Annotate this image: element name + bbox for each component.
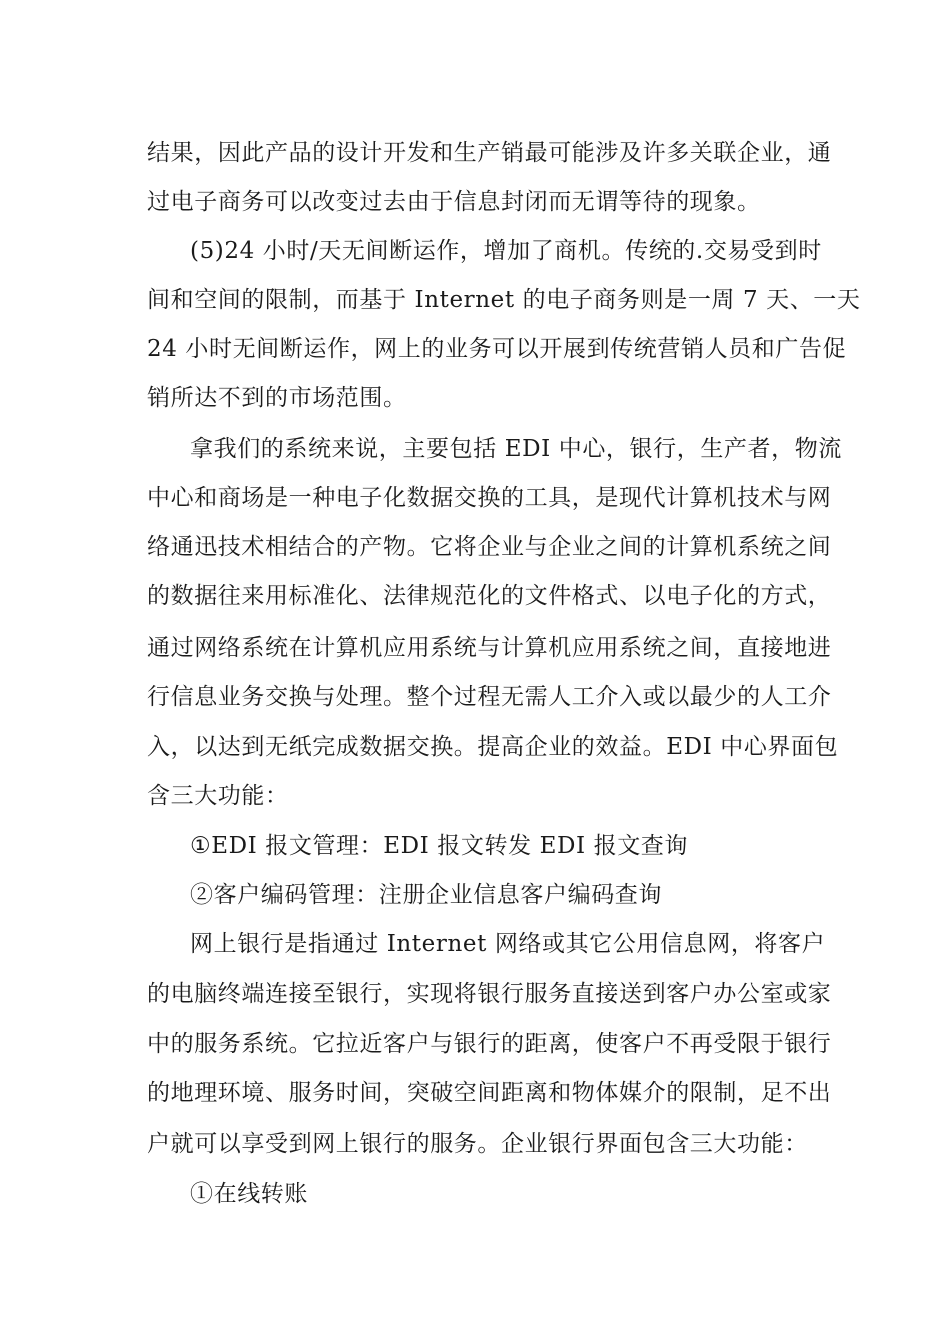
text-line: 的电脑终端连接至银行，实现将银行服务直接送到客户办公室或家 <box>147 981 832 1007</box>
text-line: ②客户编码管理：注册企业信息客户编码查询 <box>190 882 662 908</box>
text-line: 入，以达到无纸完成数据交换。提高企业的效益。EDI 中心界面包 <box>147 734 839 760</box>
text-line: 的数据往来用标准化、法律规范化的文件格式、以电子化的方式， <box>147 583 832 609</box>
text-line: 结果，因此产品的设计开发和生产销最可能涉及许多关联企业，通 <box>147 140 832 166</box>
text-line: 含三大功能： <box>147 783 289 809</box>
text-line: ①EDI 报文管理：EDI 报文转发 EDI 报文查询 <box>190 833 689 859</box>
text-line: 过电子商务可以改变过去由于信息封闭而无谓等待的现象。 <box>147 189 761 215</box>
text-line: (5)24 小时/天无间断运作，增加了商机。传统的.交易受到时 <box>190 238 822 264</box>
text-line: 销所达不到的市场范围。 <box>147 385 407 411</box>
text-line: 中的服务系统。它拉近客户与银行的距离，使客户不再受限于银行 <box>147 1031 832 1057</box>
text-line: 网上银行是指通过 Internet 网络或其它公用信息网，将客户 <box>190 931 826 957</box>
text-line: 24 小时无间断运作，网上的业务可以开展到传统营销人员和广告促 <box>147 336 847 362</box>
text-line: 络通迅技术相结合的产物。它将企业与企业之间的计算机系统之间 <box>147 534 832 560</box>
text-line: ①在线转账 <box>190 1181 308 1207</box>
text-line: 间和空间的限制，而基于 Internet 的电子商务则是一周 7 天、一天 <box>147 287 861 313</box>
text-line: 通过网络系统在计算机应用系统与计算机应用系统之间，直接地进 <box>147 635 832 661</box>
text-line: 行信息业务交换与处理。整个过程无需人工介入或以最少的人工介 <box>147 684 832 710</box>
text-line: 户就可以享受到网上银行的服务。企业银行界面包含三大功能： <box>147 1131 808 1157</box>
text-line: 拿我们的系统来说，主要包括 EDI 中心，银行，生产者，物流 <box>190 436 842 462</box>
text-line: 中心和商场是一种电子化数据交换的工具，是现代计算机技术与网 <box>147 485 832 511</box>
text-line: 的地理环境、服务时间，突破空间距离和物体媒介的限制，足不出 <box>147 1080 832 1106</box>
